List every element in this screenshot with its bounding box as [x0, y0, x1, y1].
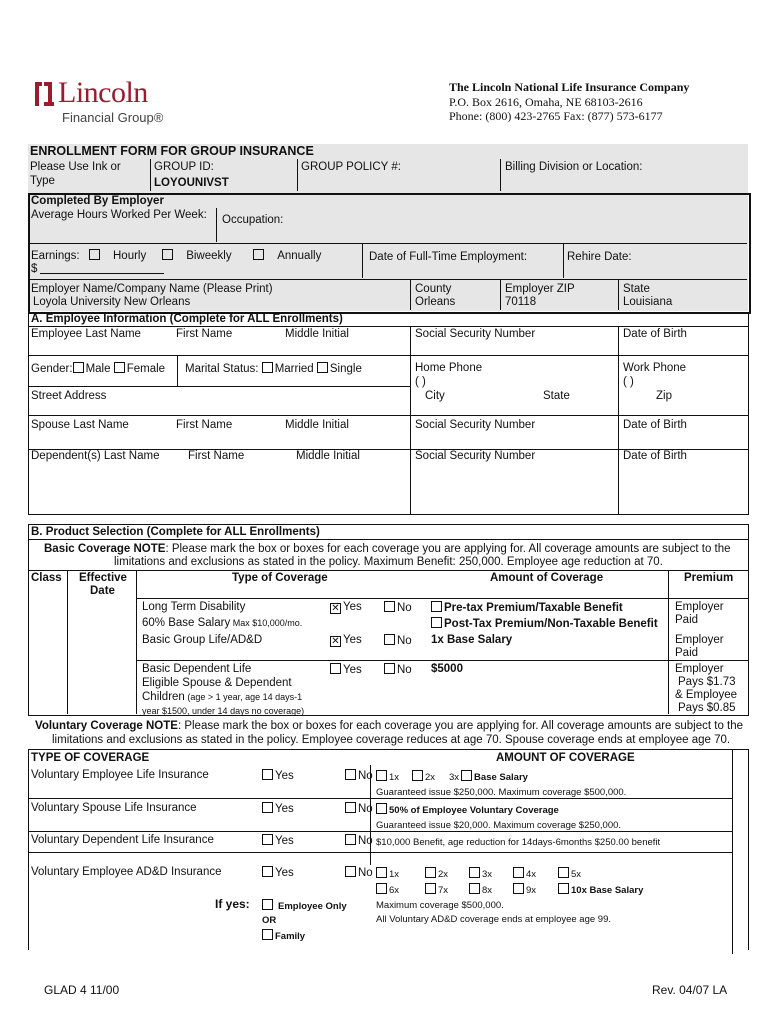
- add-6x-checkbox[interactable]: [376, 883, 387, 894]
- biweekly-label: Biweekly: [186, 250, 232, 262]
- hourly-checkbox[interactable]: [89, 249, 100, 260]
- vol-add-no-label: No: [358, 867, 373, 879]
- group-id-value: LOYOUNIVST: [154, 177, 229, 189]
- dep-premium-4: Pays $0.85: [678, 702, 736, 714]
- dep-middle-label[interactable]: Middle Initial: [296, 450, 360, 462]
- dep-children-label: Children: [142, 691, 185, 703]
- dep-life-no-checkbox[interactable]: [384, 663, 395, 674]
- employer-name-value: Loyola University New Orleans: [33, 296, 191, 308]
- married-label: Married: [274, 363, 314, 375]
- add-2x-label: 2x: [438, 869, 449, 880]
- home-phone-paren: ( ): [415, 376, 426, 388]
- vol-add-yes-label: Yes: [275, 867, 294, 879]
- county-label: County: [415, 283, 452, 295]
- vol-emp-life-no-label: No: [358, 770, 373, 782]
- vol-dep-yes-label: Yes: [275, 835, 294, 847]
- vol-add-label: Voluntary Employee AD&D Insurance: [31, 866, 222, 878]
- add-4x-checkbox[interactable]: [513, 867, 524, 878]
- vol-type-header: TYPE OF COVERAGE: [31, 752, 150, 764]
- addr-state-label[interactable]: State: [543, 390, 570, 402]
- lincoln-logo-icon: [32, 80, 56, 108]
- vol-note-title: Voluntary Coverage NOTE: [35, 720, 178, 732]
- spouse-last-label[interactable]: Spouse Last Name: [31, 419, 129, 431]
- vol-spouse-life-label: Voluntary Spouse Life Insurance: [31, 802, 197, 814]
- add-3x-label: 3x: [482, 869, 493, 880]
- street-label[interactable]: Street Address: [31, 390, 107, 402]
- vol-emp-life-3x-label: 3x: [449, 772, 460, 783]
- add-1x-label: 1x: [389, 869, 400, 880]
- dep-life-label: Basic Dependent Life: [142, 663, 252, 675]
- emp-last-name-label[interactable]: Employee Last Name: [31, 328, 141, 340]
- spouse-dob-label[interactable]: Date of Birth: [623, 419, 687, 431]
- dep-life-no-label: No: [397, 664, 412, 676]
- add-9x-checkbox[interactable]: [513, 883, 524, 894]
- type-label: Type: [30, 175, 55, 187]
- employee-only-label: Employee Only: [278, 901, 347, 912]
- life-label: Basic Group Life/AD&D: [142, 634, 263, 646]
- pretax-label: Pre-tax Premium/Taxable Benefit: [444, 602, 623, 614]
- life-amount: 1x Base Salary: [431, 634, 513, 646]
- female-checkbox[interactable]: [114, 362, 125, 373]
- col-effective: Effective: [79, 572, 127, 584]
- vol-add-no-checkbox[interactable]: [345, 866, 356, 877]
- vol-emp-life-label: Voluntary Employee Life Insurance: [31, 769, 209, 781]
- life-premium-1: Employer: [675, 634, 724, 646]
- dep-life-amount: $5000: [431, 663, 463, 675]
- single-checkbox[interactable]: [317, 362, 328, 373]
- vol-emp-life-1x-label: 1x: [389, 772, 400, 783]
- vol-note-line2: limitations and exclusions as stated in the policy. Employee coverage reduces at age 70. Spouse coverage ends at employee age 70.: [52, 734, 731, 746]
- life-yes-label: Yes: [343, 634, 362, 646]
- logo-word: Lincoln: [58, 76, 148, 109]
- add-2x-checkbox[interactable]: [425, 867, 436, 878]
- dep-life-yes-checkbox[interactable]: [330, 663, 341, 674]
- ltd-max: Max $10,000/mo.: [230, 618, 303, 628]
- basic-note-text1: : Please mark the box or boxes for each coverage you are applying for. All coverage amounts are subject to the: [165, 543, 731, 555]
- add-ends-note: All Voluntary AD&D coverage ends at employee age 99.: [376, 914, 612, 925]
- occupation-label[interactable]: Occupation:: [222, 214, 284, 226]
- add-8x-checkbox[interactable]: [469, 883, 480, 894]
- home-phone-label[interactable]: Home Phone: [415, 362, 483, 374]
- earnings-label: Earnings:: [31, 250, 80, 262]
- employer-header: Completed By Employer: [31, 195, 164, 207]
- col-amount: Amount of Coverage: [490, 572, 604, 584]
- gender-label: Gender:: [31, 363, 73, 375]
- dep-premium-3: & Employee: [675, 689, 738, 701]
- logo-subtitle: Financial Group®: [62, 110, 164, 125]
- vol-spouse-amount-label: 50% of Employee Voluntary Coverage: [389, 805, 559, 816]
- billing-label: Billing Division or Location:: [505, 161, 643, 173]
- vol-spouse-note: Guaranteed issue $20,000. Maximum coverage $250,000.: [376, 820, 622, 831]
- dep-life-yes-label: Yes: [343, 664, 362, 676]
- add-1x-checkbox[interactable]: [376, 867, 387, 878]
- vol-amount-header: AMOUNT OF COVERAGE: [496, 752, 635, 764]
- avg-hours-label[interactable]: Average Hours Worked Per Week:: [31, 209, 207, 221]
- earnings-row: [31, 249, 146, 263]
- married-checkbox[interactable]: [262, 362, 273, 373]
- vol-spouse-50-checkbox[interactable]: [376, 803, 387, 814]
- col-class: Class: [31, 572, 62, 584]
- add-max-note: Maximum coverage $500,000.: [376, 900, 504, 911]
- female-label: Female: [126, 363, 166, 375]
- posttax-checkbox[interactable]: [431, 617, 442, 628]
- life-premium-2: Paid: [675, 647, 699, 659]
- add-9x-label: 9x: [526, 885, 537, 896]
- life-yes-checkbox[interactable]: ✕: [331, 636, 340, 647]
- emp-first-name-label[interactable]: First Name: [176, 328, 233, 340]
- vol-spouse-yes-label: Yes: [275, 803, 294, 815]
- if-yes-label: If yes:: [215, 897, 250, 911]
- dep-dob-label[interactable]: Date of Birth: [623, 450, 687, 462]
- company-name: The Lincoln National Life Insurance Company: [449, 80, 690, 94]
- spouse-ssn-label[interactable]: Social Security Number: [415, 419, 536, 431]
- please-use-ink: Please Use Ink or: [30, 161, 121, 173]
- group-policy-label: GROUP POLICY #:: [301, 161, 401, 173]
- employee-only-checkbox[interactable]: [262, 899, 273, 910]
- basic-note-line1: [44, 543, 731, 556]
- single-label: Single: [329, 363, 362, 375]
- add-6x-label: 6x: [389, 885, 400, 896]
- col-type: Type of Coverage: [232, 572, 328, 584]
- employer-name-label: Employer Name/Company Name (Please Print): [31, 283, 273, 295]
- ltd-base: [142, 617, 302, 630]
- dep-last-label[interactable]: Dependent(s) Last Name: [31, 450, 160, 462]
- basic-note-title: Basic Coverage NOTE: [44, 543, 166, 555]
- vol-emp-life-base-label: Base Salary: [474, 772, 528, 783]
- ltd-premium-1: Employer: [675, 601, 724, 613]
- add-7x-checkbox[interactable]: [425, 883, 436, 894]
- earnings-dollar: $: [31, 263, 38, 275]
- dep-premium-2: Pays $1.73: [678, 676, 736, 688]
- section-a-header: A. Employee Information (Complete for ALL Enrollments): [31, 313, 343, 325]
- emp-ssn-label[interactable]: Social Security Number: [415, 328, 536, 340]
- annually-label: Annually: [277, 250, 322, 262]
- life-no-label: No: [397, 635, 412, 647]
- vol-dep-no-label: No: [358, 835, 373, 847]
- family-label: Family: [275, 931, 306, 942]
- rehire-label: Rehire Date:: [567, 251, 632, 263]
- add-5x-checkbox[interactable]: [558, 867, 569, 878]
- vol-note-line1: [35, 720, 743, 733]
- vol-dep-life-label: Voluntary Dependent Life Insurance: [31, 834, 214, 846]
- vol-spouse-yes-checkbox[interactable]: [262, 802, 273, 813]
- county-value: Orleans: [415, 296, 456, 308]
- ltd-yes-checkbox[interactable]: ✕: [331, 603, 340, 614]
- add-10x-checkbox[interactable]: [558, 883, 569, 894]
- dep-premium-1: Employer: [675, 663, 724, 675]
- dep-children: [142, 691, 302, 704]
- vol-dep-note: $10,000 Benefit, age reduction for 14days-6months $250.00 benefit: [376, 837, 661, 848]
- spouse-first-label[interactable]: First Name: [176, 419, 233, 431]
- footer-form-code: GLAD 4 11/00: [44, 983, 120, 997]
- ltd-premium-2: Paid: [675, 614, 699, 626]
- form-title: ENROLLMENT FORM FOR GROUP INSURANCE: [30, 144, 314, 158]
- posttax-label: Post-Tax Premium/Non-Taxable Benefit: [444, 618, 658, 630]
- emp-middle-label[interactable]: Middle Initial: [285, 328, 349, 340]
- ltd-no-label: No: [397, 602, 412, 614]
- vol-emp-life-3x-checkbox[interactable]: [461, 770, 472, 781]
- vol-spouse-no-label: No: [358, 803, 373, 815]
- company-logo: [30, 76, 180, 126]
- vol-emp-life-1x-checkbox[interactable]: [376, 770, 387, 781]
- ltd-base-label: 60% Base Salary: [142, 617, 231, 629]
- hourly-label: Hourly: [113, 250, 147, 262]
- vol-add-yes-checkbox[interactable]: [262, 866, 273, 877]
- dep-year-note: year $1500, under 14 days no coverage): [142, 706, 305, 716]
- group-id-label: GROUP ID:: [154, 161, 214, 173]
- add-8x-label: 8x: [482, 885, 493, 896]
- add-5x-label: 5x: [571, 869, 582, 880]
- life-no-checkbox[interactable]: [384, 634, 395, 645]
- vol-emp-life-yes-checkbox[interactable]: [262, 769, 273, 780]
- add-4x-label: 4x: [526, 869, 537, 880]
- dep-ssn-label[interactable]: Social Security Number: [415, 450, 536, 462]
- family-checkbox[interactable]: [262, 929, 273, 940]
- vol-note-text1: : Please mark the box or boxes for each coverage you are applying for. All coverage amounts are subject to the: [177, 720, 744, 732]
- section-b-header: B. Product Selection (Complete for ALL Enrollments): [31, 526, 320, 538]
- spouse-middle-label[interactable]: Middle Initial: [285, 419, 349, 431]
- dep-age-note: (age > 1 year, age 14 days-1: [184, 692, 303, 702]
- vol-emp-life-yes-label: Yes: [275, 770, 294, 782]
- state-label: State: [623, 283, 650, 295]
- basic-note-line2: limitations and exclusions as stated in the policy. Maximum Benefit: 250,000. Employee age reduction at 70.: [114, 556, 663, 568]
- date-ft-label: Date of Full-Time Employment:: [369, 251, 528, 263]
- vol-dep-no-checkbox[interactable]: [345, 834, 356, 845]
- gender-row: [31, 362, 165, 376]
- marital-label: Marital Status:: [185, 363, 259, 375]
- city-label[interactable]: City: [425, 390, 445, 402]
- add-7x-label: 7x: [438, 885, 449, 896]
- dep-first-label[interactable]: First Name: [188, 450, 245, 462]
- vol-spouse-no-checkbox[interactable]: [345, 802, 356, 813]
- add-3x-checkbox[interactable]: [469, 867, 480, 878]
- state-value: Louisiana: [623, 296, 673, 308]
- dep-eligible: Eligible Spouse & Dependent: [142, 677, 292, 689]
- ltd-no-checkbox[interactable]: [384, 601, 395, 612]
- add-10x-label: 10x Base Salary: [571, 885, 644, 896]
- vol-emp-life-no-checkbox[interactable]: [345, 769, 356, 780]
- or-label: OR: [262, 915, 277, 926]
- zip-label[interactable]: Zip: [656, 390, 672, 402]
- vol-emp-life-note: Guaranteed issue $250,000. Maximum coverage $500,000.: [376, 787, 627, 798]
- vol-emp-life-2x-label: 2x: [425, 772, 436, 783]
- male-checkbox[interactable]: [73, 362, 84, 373]
- col-date: Date: [90, 585, 115, 597]
- vol-dep-yes-checkbox[interactable]: [262, 834, 273, 845]
- ltd-label: Long Term Disability: [142, 601, 246, 613]
- work-phone-label[interactable]: Work Phone: [623, 362, 687, 374]
- company-address: P.O. Box 2616, Omaha, NE 68103-2616: [449, 95, 643, 109]
- pretax-checkbox[interactable]: [431, 601, 442, 612]
- col-premium: Premium: [684, 572, 734, 584]
- work-phone-paren: ( ): [623, 376, 634, 388]
- company-phone: Phone: (800) 423-2765 Fax: (877) 573-6177: [449, 109, 663, 123]
- ltd-yes-label: Yes: [343, 601, 362, 613]
- biweekly-checkbox[interactable]: [162, 249, 173, 260]
- annually-checkbox[interactable]: [253, 249, 264, 260]
- marital-row: [185, 362, 362, 376]
- male-label: Male: [85, 363, 111, 375]
- employer-zip-value: 70118: [505, 296, 537, 308]
- emp-dob-label[interactable]: Date of Birth: [623, 328, 687, 340]
- vol-emp-life-2x-checkbox[interactable]: [412, 770, 423, 781]
- employer-zip-label: Employer ZIP: [505, 283, 575, 295]
- footer-revision: Rev. 04/07 LA: [652, 983, 728, 997]
